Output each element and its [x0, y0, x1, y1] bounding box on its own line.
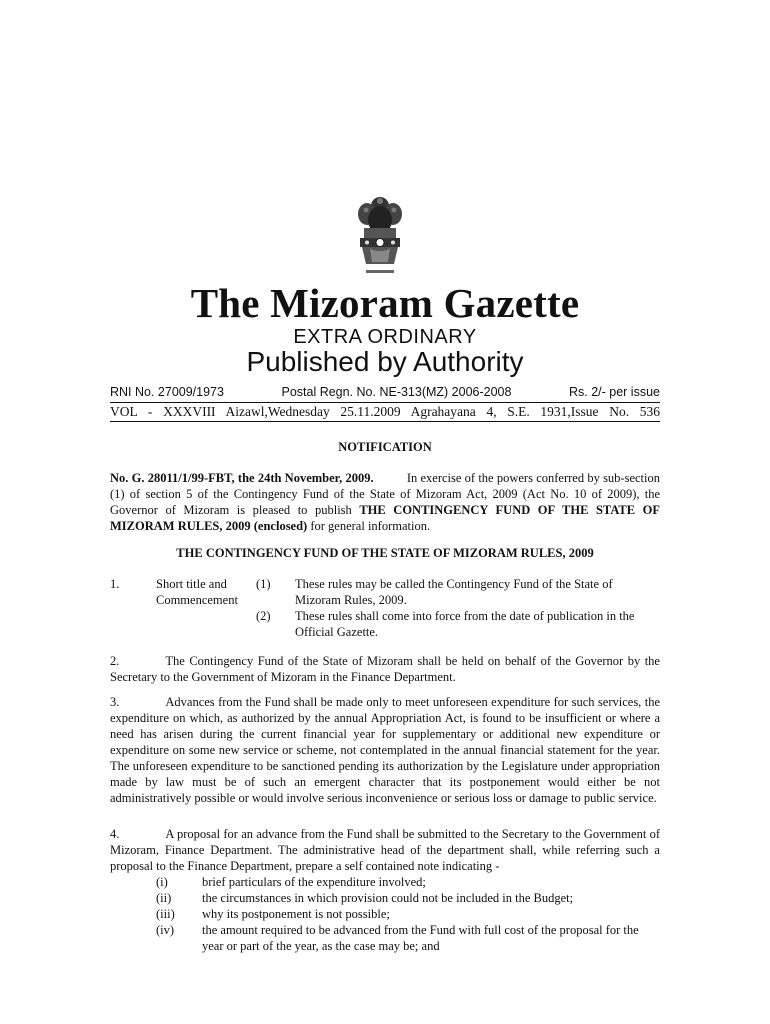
- rule-4: [110, 826, 660, 874]
- intro-bold: THE CONTINGENCY FUND OF THE STATE OF MIZORAM RULES, 2009 (enclosed): [110, 503, 661, 533]
- rule-number: 1.: [110, 577, 120, 591]
- rule-text: Advances from the Fund shall be made only to meet unforeseen expenditure for such services, the expenditure on which, as authorized by the annual Appropriation Act, is found to be insufficient or where a need has arisen during the current financial year for supplementary or additional new expenditure or expenditure on some new service or scheme, not contemplated in the annual financial statement for the year. The unforeseen expenditure to be sanctioned pending its authorization by the Legislature under appropriation made by law must be of such an emergent character that its postponement would either be not administratively possible or would involve serious inconvenience or serious loss or damage to public service.: [110, 695, 660, 805]
- rule-text: A proposal for an advance from the Fund shall be submitted to the Secretary to the Government of Mizoram, Finance Department. The administrative head of the department shall, while referring such a proposal to the Finance Department, prepare a self contained note indicating -: [110, 827, 660, 873]
- state-emblem-icon: [352, 192, 408, 278]
- list-item: [156, 874, 660, 890]
- list-item: [156, 906, 660, 922]
- list-marker: (iv): [156, 923, 175, 937]
- rule-title: Short title and Commencement: [156, 577, 238, 607]
- published-by-authority: Published by Authority: [246, 346, 524, 377]
- edition-label: EXTRA ORDINARY: [293, 326, 477, 348]
- notification-number: No. G. 28011/1/99-FBT, the 24th November, 2009.: [110, 471, 374, 485]
- notification-heading: NOTIFICATION: [338, 440, 432, 454]
- rules-heading: THE CONTINGENCY FUND OF THE STATE OF MIZORAM RULES, 2009: [176, 546, 594, 560]
- issue-price: Rs. 2/- per issue: [568, 385, 660, 399]
- postal-registration: Postal Regn. No. NE-313(MZ) 2006-2008: [281, 385, 512, 399]
- volume-line: VOL - XXXVIII Aizawl,Wednesday 25.11.2009 Agrahayana 4, S.E. 1931,Issue No. 536: [110, 404, 660, 419]
- rni-number: RNI No. 27009/1973: [110, 385, 224, 399]
- subrule-number: (1): [256, 577, 271, 591]
- rule-number: 3.: [110, 695, 120, 709]
- list-marker: (i): [156, 875, 168, 889]
- list-item: [156, 922, 660, 954]
- list-marker: (ii): [156, 891, 172, 905]
- rule-number: 2.: [110, 654, 120, 668]
- list-text: the amount required to be advanced from the Fund with full cost of the proposal for the year or part of the year, as the case may be; and: [202, 923, 639, 953]
- list-item: [156, 890, 660, 906]
- list-text: why its postponement is not possible;: [202, 907, 390, 921]
- list-text: brief particulars of the expenditure involved;: [202, 875, 426, 889]
- rule-4-list: [156, 874, 660, 954]
- intro-text: In exercise of the powers conferred by sub-section (1) of section 5 of the Contingency Fund of the State of Mizoram Act, 2009 (Act No. 10 of 2009), the Governor of Mizoram is pleased to publish: [110, 471, 661, 517]
- notification-intro: [110, 470, 660, 534]
- intro-tail: for general information.: [307, 519, 431, 533]
- divider-bottom: [110, 421, 660, 422]
- subrule-number: (2): [256, 609, 271, 623]
- list-marker: (iii): [156, 907, 175, 921]
- rule-3: [110, 694, 660, 806]
- subrule-text: These rules shall come into force from the date of publication in the Official Gazette.: [295, 609, 635, 639]
- list-text: the circumstances in which provision could not be included in the Budget;: [202, 891, 574, 905]
- rule-text: The Contingency Fund of the State of Mizoram shall be held on behalf of the Governor by the Secretary to the Government of Mizoram in the Finance Department.: [110, 654, 660, 684]
- registration-row: [110, 383, 660, 401]
- gazette-title: The Mizoram Gazette: [190, 280, 580, 326]
- rule-2: [110, 653, 660, 685]
- subrule-text: These rules may be called the Contingency Fund of the State of Mizoram Rules, 2009.: [295, 577, 613, 607]
- rule-number: 4.: [110, 827, 120, 841]
